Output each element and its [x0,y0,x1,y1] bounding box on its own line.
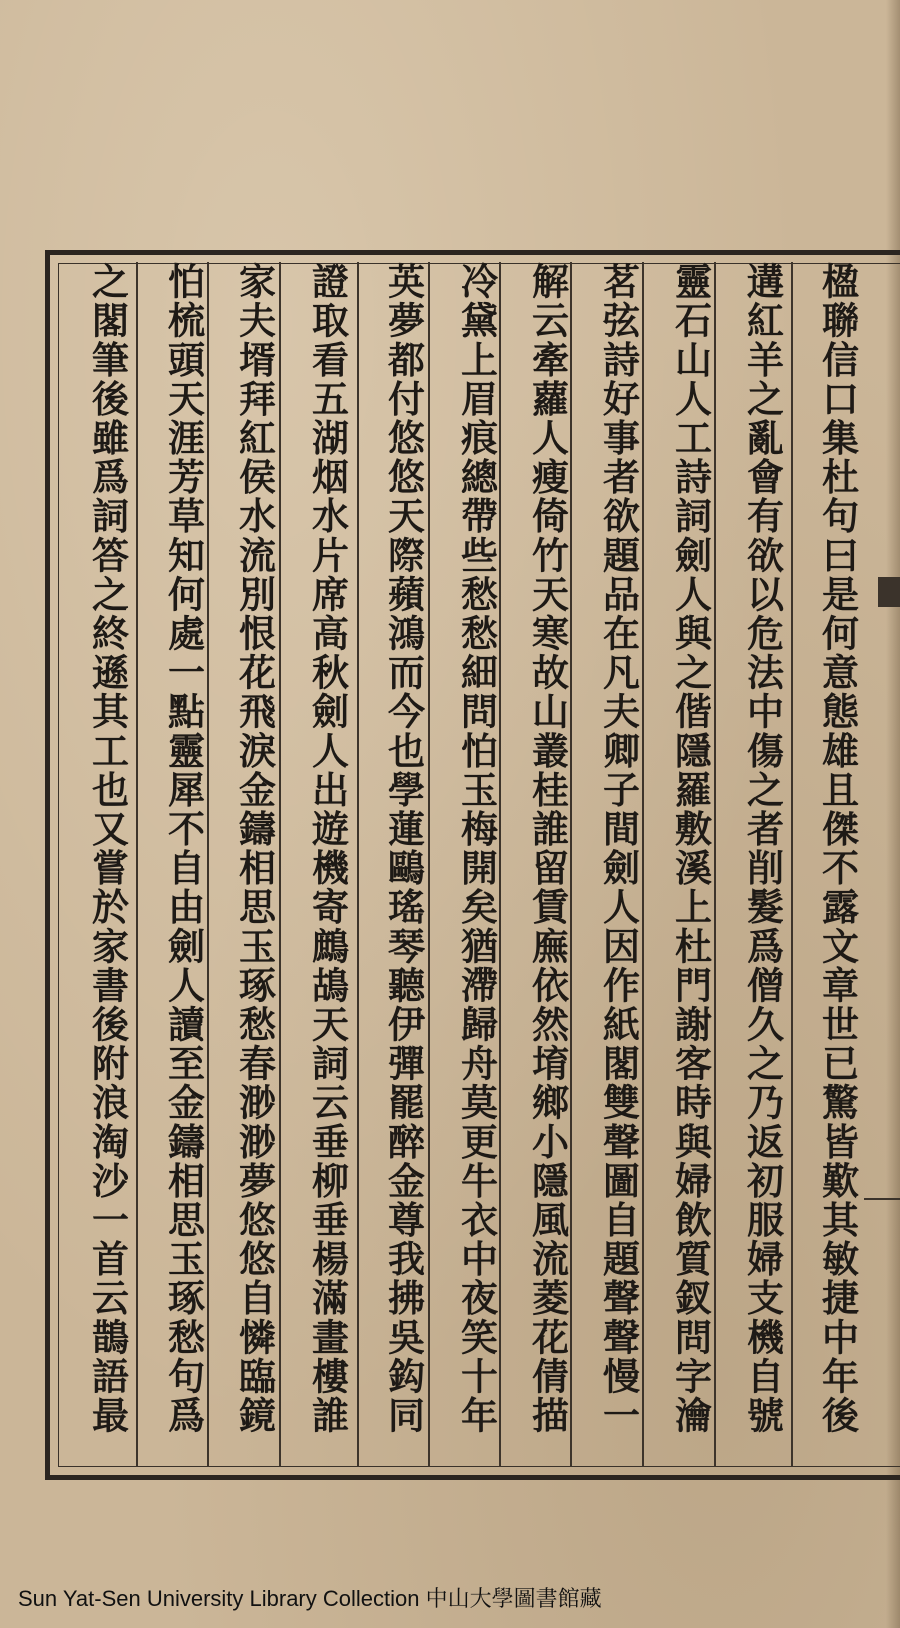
column-text: 楹聯信口集杜句曰是何意態雄且傑不露文章世已驚皆歎其敏捷中年後 [815,262,860,1435]
column-text: 靈石山人工詩詞劍人與之偕隱羅敷溪上杜門謝客時與婦飲質釵問字瀹 [668,262,713,1435]
text-column-5 [516,262,578,1462]
column-text: 解云牽蘿人瘦倚竹天寒故山叢桂誰留賃廡依然堉鄉小隱風流菱花倩描 [525,262,570,1435]
text-column-8 [296,262,358,1462]
text-column-3 [659,262,721,1462]
text-column-11 [76,262,138,1462]
text-column-7 [372,262,434,1462]
column-text: 冷黛上眉痕總帶些愁愁細問怕玉梅開矣猶滯歸舟莫更牛衣中夜笑十年 [454,262,499,1435]
text-column-2 [731,262,793,1462]
column-text: 遘紅羊之亂會有欲以危法中傷之者削髮爲僧久之乃返初服婦支機自號 [740,262,785,1435]
column-text: 怕梳頭天涯芳草知何處一點靈犀不自由劍人讀至金鑄相思玉琢愁句爲 [161,262,206,1435]
column-text: 之閣筆後雖爲詞答之終遜其工也又嘗於家書後附浪淘沙一首云鵲語最 [85,262,130,1435]
library-watermark-caption: Sun Yat-Sen University Library Collection 中山大學圖書館藏 [18,1586,602,1611]
text-column-9 [223,262,285,1462]
text-column-1 [806,262,868,1462]
column-text: 家夫壻拜紅侯水流別恨花飛淚金鑄相思玉琢愁春渺渺夢悠悠自憐臨鏡 [232,262,277,1435]
text-column-6 [445,262,507,1462]
text-column-10 [152,262,214,1462]
column-text: 證取看五湖烟水片席高秋劍人出遊機寄鷓鴣天詞云垂柳垂楊滿畫樓誰 [305,262,350,1435]
column-text: 英夢都付悠悠天際蘋鴻而今也學蓮鷗瑤琴聽伊彈罷醉金尊我拂吳鈎同 [381,262,426,1435]
column-text: 茗弦詩好事者欲題品在凡夫卿子間劍人因作紙閣雙聲圖自題聲聲慢一 [596,262,641,1435]
text-column-4 [587,262,649,1462]
